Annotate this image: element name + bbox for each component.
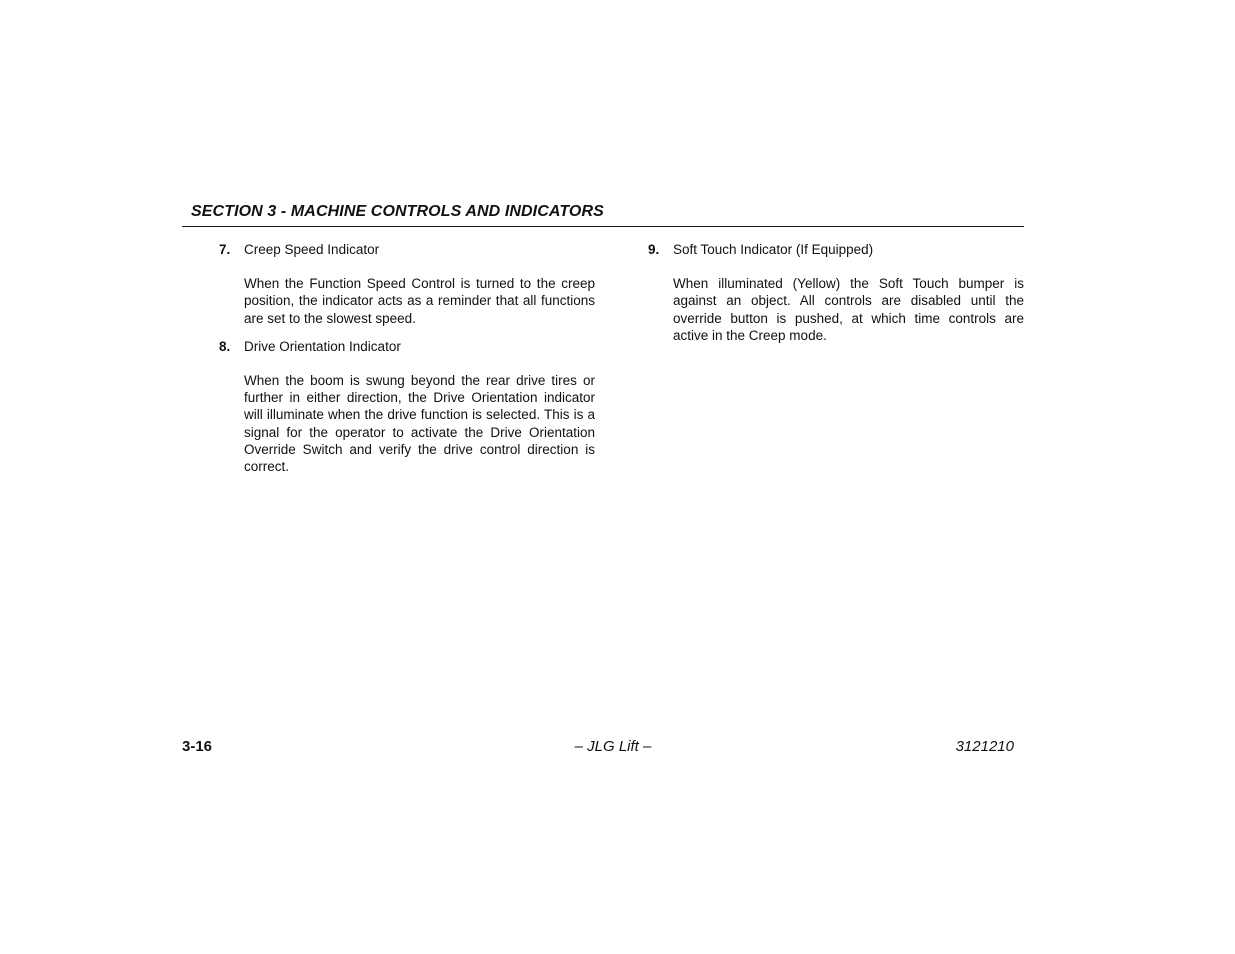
right-column — [644, 241, 1024, 355]
list-item — [644, 241, 1024, 344]
item-description: When illuminated (Yellow) the Soft Touch bumper is against an object. All controls are disabled until the override button is pushed, at which time controls are active in the Creep mode. — [673, 276, 1024, 343]
item-number: 8. — [219, 338, 231, 354]
item-number: 7. — [219, 242, 231, 257]
page-number: 3-16 — [182, 738, 213, 755]
document-number: 3121210 — [955, 738, 1014, 755]
footer-brand: – JLG Lift – — [574, 738, 652, 755]
left-column — [215, 241, 595, 486]
item-description: When the Function Speed Control is turned to the creep position, the indicator acts as a reminder that all functions are set to the slowest speed. — [244, 276, 595, 326]
list-item — [215, 338, 595, 475]
list-item — [215, 241, 595, 327]
item-title: Creep Speed Indicator — [244, 242, 380, 257]
item-title: Drive Orientation Indicator — [244, 338, 401, 354]
section-header — [182, 200, 1024, 227]
item-number: 9. — [648, 242, 660, 257]
item-title: Soft Touch Indicator (If Equipped) — [673, 242, 874, 257]
section-title: SECTION 3 - MACHINE CONTROLS AND INDICATORS — [191, 203, 604, 220]
item-description: When the boom is swung beyond the rear drive tires or further in either direction, the Drive Orientation indicator will illuminate when the drive function is selected. This is a signal for the operator to activate the Drive Orientation Override Switch and verify the drive control direction is correct. — [244, 373, 595, 475]
